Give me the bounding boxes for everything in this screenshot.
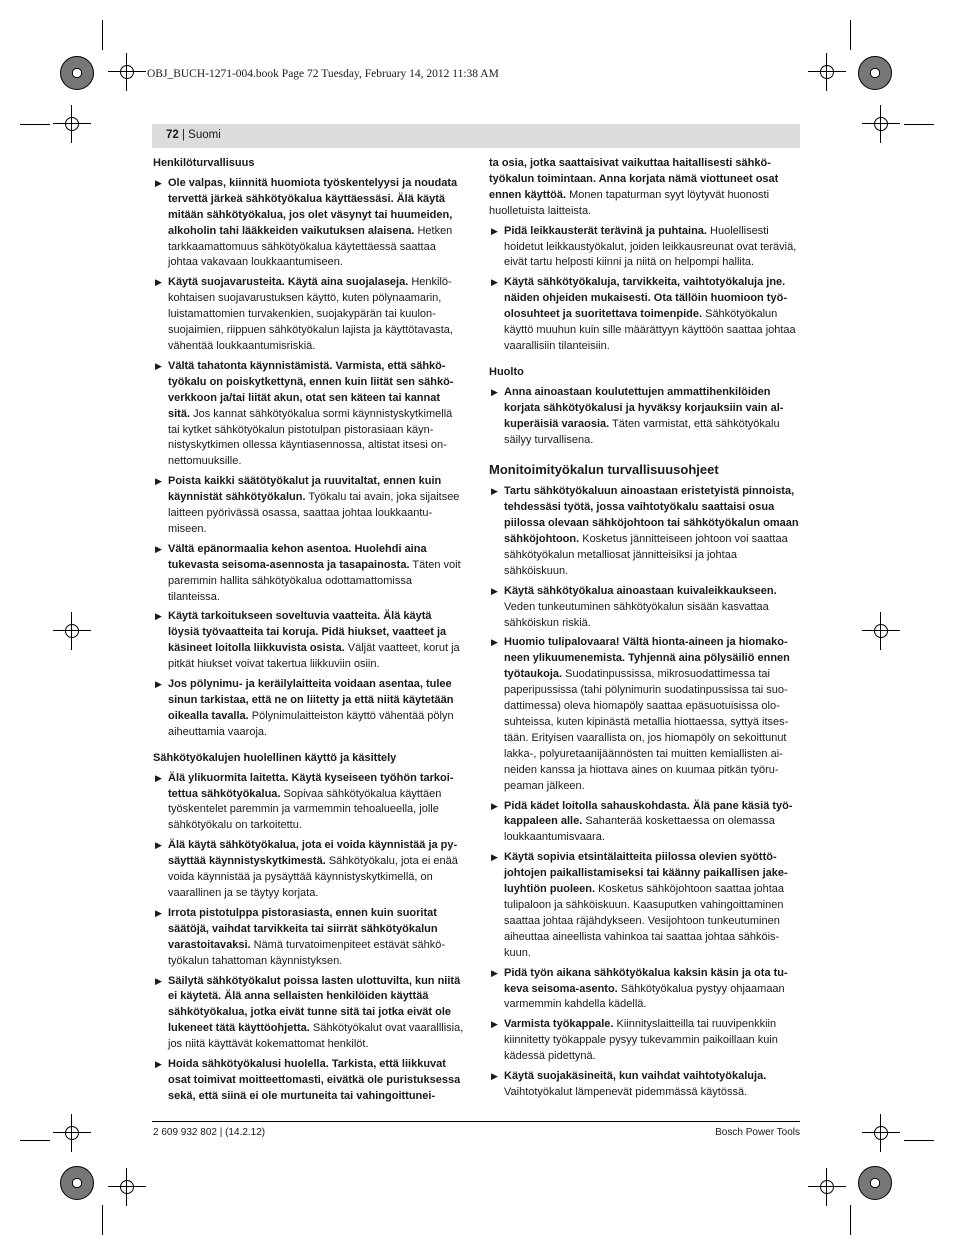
crop-line (904, 124, 934, 125)
body-text: Sähkötyökalu, jota ei enää voida käynnistää ja pysäyttää käynnistyskytkimellä, on vaarallinen ja se täytyy korjata. (168, 855, 458, 899)
section-heading: Huolto (489, 365, 524, 378)
bold-text: Käytä sopivia etsintälaitteita piilossa olevien syöttöjohtojen paikallistamiseksi tai käänny paikallisen jakeluyhtiön puoleen. (504, 851, 788, 896)
crop-line (102, 20, 103, 50)
bullet-arrow-icon: ▶ (155, 543, 162, 554)
crosshair-mark (870, 113, 892, 135)
safety-list (489, 224, 801, 355)
crop-line (20, 1140, 50, 1141)
page-number: 72 (166, 129, 179, 141)
continued-paragraph (489, 156, 801, 220)
body-text: Työkalu tai avain, joka sijaitsee laitteen pyörivässä osassa, saattaa johtaa loukkaantumiseen. (168, 491, 460, 535)
body-text: Monen tapaturman syyt löytyvät huonosti huolletuista laitteista. (489, 188, 770, 217)
bullet-arrow-icon: ▶ (155, 277, 162, 288)
bullet-arrow-icon: ▶ (155, 476, 162, 487)
bold-text: Poista kaikki säätötyökalut ja ruuvitaltat, ennen kuin käynnistät sähkötyökalun. (168, 475, 442, 504)
body-text: Henkilökohtaisen suojavarustuksen käyttö, kuten pölynaamarin, luistamattomien turvakenkien, suojakypärän tai kuulonsuojaimien, riippuen sähkötyökalun lajista ja käyttötavasta, vähentää loukkaantumisriskiä. (168, 276, 453, 352)
list-item (153, 677, 465, 741)
bold-text: Huomio tulipalovaara! Vältä hionta-aineen ja hiomakoneen ylikuumenemista. Tyhjennä aina pölysäiliö ennen työtaukoja. (504, 636, 790, 681)
bold-text: Varmista työkappale. (504, 1018, 614, 1031)
print-meta-line: OBJ_BUCH-1271-004.book Page 72 Tuesday, February 14, 2012 11:38 AM (147, 68, 499, 80)
body-text: Sopivaa sähkötyökalua käyttäen työskentelet paremmin ja varmemmin tehoalueella, jolle sähkötyökalu on tarkoitettu. (168, 787, 442, 832)
page-header (166, 129, 221, 141)
body-text: Suodatinpussissa, mikrosuodattimessa tai paperipussissa (tahi pölynimurin suodatinpussissa tai suodattimessa) oleva hiomapöly saattaa epäsuotuisissa olosuhteissa, kuten kipinästä metallia hiottaessa, syttyä itsestään. Erityisen vaarallista on, jos hiomapöly on sekoittunut lakka-, polyuretaanijäännösten tai muitten kemiallisten aineiden kanssa ja hiottava aines on kuumaa pitkän työrupeaman jälkeen. (504, 668, 789, 792)
crosshair-mark (116, 61, 138, 83)
body-text: Kiinnityslaitteilla tai ruuvipenkkiin kiinnitetty työkappale pysyy tukevammin paikoillaan kuin kädessä pidettynä. (504, 1018, 778, 1063)
crop-line (850, 1205, 851, 1235)
list-item (489, 385, 801, 449)
crop-line (20, 124, 50, 125)
body-text: Sähkötyökalun käyttö muuhun kuin sille määrättyyn käyttöön saattaa johtaa vaarallisiin tilanteisiin. (504, 308, 796, 352)
crosshair-mark (61, 113, 83, 135)
list-item (153, 906, 465, 970)
body-text: Sahanterää koskettaessa on olemassa loukkaantumisvaara. (504, 815, 775, 844)
list-item (153, 609, 465, 673)
bold-text: Pidä kädet loitolla sahauskohdasta. Älä pane käsiä työkappaleen alle. (504, 799, 793, 828)
bold-text: Irrota pistotulppa pistorasiasta, ennen kuin suoritat säätöjä, vaihdat tarvikkeita tai siirrät sähkötyökalun varastoitavaksi. (168, 906, 438, 951)
bold-text: Käytä suojakäsineitä, kun vaihdat vaihtotyökaluja. (504, 1070, 767, 1083)
list-item (153, 1057, 465, 1105)
bold-text: Tartu sähkötyökaluun ainoastaan eristetyistä pinnoista, tehdessäsi työtä, jossa vaihtotyökalu saattaisi osua piilossa olevaan sähköjohtoon tai sähkötyökalun omaan sähköjohtoon. (504, 485, 799, 546)
body-text: Kosketus jännitteiseen johtoon voi saattaa sähkötyökalun metalliosat jännitteisiksi ja johtaa sähköiskuun. (504, 533, 788, 577)
bold-text: Käytä tarkoitukseen soveltuvia vaatteita. Älä käytä löysiä työvaatteita tai koruja. Pidä hiukset, vaatteet ja käsineet loitolla liikkuvista osista. (168, 610, 447, 655)
body-text: Sähkötyökalut ovat vaaralllisia, jos niitä käyttävät kokemattomat henkilöt. (168, 1022, 464, 1051)
body-text: Jos kannat sähkötyökalua sormi käynnistyskytkimellä tai kytket sähkötyökalun pistotulpan pistorasiaan käynnistyskytkimen ollessa käyntiasennossa, altistat itsesi onnettomuuksille. (168, 407, 453, 468)
bullet-arrow-icon: ▶ (155, 1059, 162, 1070)
bold-text: ta osia, jotka saattaisivat vaikuttaa haitallisesti sähkötyökalun toimintaan. Anna korjata nämä viottuneet osat ennen käyttöä. (489, 157, 779, 201)
list-item (489, 275, 801, 355)
body-text: Hetken tarkkaamattomuus sähkötyökalua käytettäessä saattaa johtaa vakavaan loukkaantumiseen. (168, 224, 453, 269)
page-header-band (152, 124, 800, 148)
body-text: Kosketus sähköjohtoon saattaa johtaa tulipaloon ja sähköiskuun. Kaasuputken vahingoittaminen saattaa johtaa räjähdykseen. Vesijohtoon tunkeutuminen aiheuttaa aineellista vahinkoa tai saattaa johtaa sähköiskuun. (504, 883, 785, 959)
list-item (153, 974, 465, 1054)
list-item (153, 474, 465, 538)
body-text: Väljät vaatteet, korut ja pitkät hiukset voivat takertua liikkuviin osiin. (168, 642, 460, 671)
safety-list (153, 176, 465, 741)
bullet-arrow-icon: ▶ (491, 800, 498, 811)
crosshair-mark (116, 1176, 138, 1198)
section-heading: Sähkötyökalujen huolellinen käyttö ja käsittely (153, 751, 397, 764)
registration-target-bottom-right (858, 1166, 892, 1200)
list-item (489, 224, 801, 272)
list-item (489, 1069, 801, 1101)
bullet-arrow-icon: ▶ (155, 679, 162, 690)
footer-rule (152, 1121, 800, 1122)
bold-text: Käytä sähkötyökaluja, tarvikkeita, vaihtotyökaluja jne. näiden ohjeiden mukaisesti. Ota tällöin huomioon työolosuhteet ja suoritettava toimenpide. (504, 276, 787, 321)
crosshair-mark (816, 1176, 838, 1198)
bold-text: Vältä epänormaalia kehon asentoa. Huolehdi aina tukevasta seisoma-asennosta ja tasapainosta. (168, 542, 427, 571)
registration-target-bottom-left (60, 1166, 94, 1200)
bullet-arrow-icon: ▶ (491, 967, 498, 978)
right-column (489, 156, 801, 1105)
bullet-arrow-icon: ▶ (155, 611, 162, 622)
bold-text: Vältä tahatonta käynnistämistä. Varmista, että sähkötyökalu on poiskytkettynä, ennen kuin liität sen sähköverkkoon ja/tai liität akun, otat sen käteen tai kannat sitä. (168, 359, 454, 420)
safety-list (489, 385, 801, 449)
bold-text: Älä käytä sähkötyökalua, jota ei voida käynnistää ja pysäyttää käynnistyskytkimestä. (168, 839, 458, 868)
bullet-arrow-icon: ▶ (491, 386, 498, 397)
bullet-arrow-icon: ▶ (491, 637, 498, 648)
bold-text: Ole valpas, kiinnitä huomiota työskentelyysi ja noudata tervettä järkeä sähkötyökalua käyttäessäsi. Älä käytä mitään sähkötyökalua, jos olet väsynyt tai huumeiden, alkoholin tahi lääkkeiden vaikutuksen alaisena. (168, 176, 458, 237)
list-item (489, 966, 801, 1014)
bullet-arrow-icon: ▶ (155, 177, 162, 188)
body-text: Huolellisesti hoidetut leikkaustyökalut, joiden leikkausreunat ovat teräviä, eivät tartu helposti kiinni ja niitä on helpompi hallita. (504, 224, 797, 269)
bullet-arrow-icon: ▶ (491, 852, 498, 863)
body-text: Nämä turvatoimenpiteet estävät sähkötyökalun tahattoman käynnistyksen. (168, 938, 445, 967)
list-item (489, 584, 801, 632)
bullet-arrow-icon: ▶ (491, 1019, 498, 1030)
body-text: Sähkötyökalua pystyy ohjaamaan varmemmin kahdella kädellä. (504, 982, 785, 1011)
bullet-arrow-icon: ▶ (491, 1071, 498, 1082)
bullet-arrow-icon: ▶ (155, 907, 162, 918)
footer-brand: Bosch Power Tools (715, 1127, 800, 1138)
bold-text: Käytä suojavarusteita. Käytä aina suojalaseja. (168, 276, 409, 289)
body-text: Pölynimulaitteiston käyttö vähentää pölyn aiheuttamia vaaroja. (168, 709, 454, 738)
list-item (489, 484, 801, 579)
safety-list (153, 771, 465, 1105)
list-item (153, 771, 465, 835)
list-item (153, 275, 465, 355)
list-item (489, 635, 801, 794)
bold-text: Käytä sähkötyökalua ainoastaan kuivaleikkaukseen. (504, 584, 777, 597)
crop-line (850, 20, 851, 50)
crop-line (102, 1205, 103, 1235)
bullet-arrow-icon: ▶ (155, 840, 162, 851)
crosshair-mark (61, 620, 83, 642)
list-item (153, 176, 465, 271)
list-item (489, 850, 801, 961)
bold-text: Pidä leikkausterät terävinä ja puhtaina. (504, 224, 707, 237)
list-item (153, 359, 465, 470)
bold-text: Pidä työn aikana sähkötyökalua kaksin käsin ja ota tukeva seisoma-asento. (504, 966, 788, 995)
list-item (489, 1017, 801, 1065)
section-heading: Monitoimityökalun turvallisuusohjeet (489, 462, 719, 478)
crosshair-mark (61, 1122, 83, 1144)
body-text: Täten voit paremmin hallita sähkötyökalua odottamattomissa tilanteissa. (168, 558, 461, 603)
bold-text: Jos pölynimu- ja keräilylaitteita voidaan asentaa, tulee sinun tarkistaa, että ne on liitetty ja että niitä käytetään oikealla tavalla. (168, 678, 454, 722)
bullet-arrow-icon: ▶ (491, 277, 498, 288)
crop-line (904, 1140, 934, 1141)
body-text: Täten varmistat, että sähkötyökalu säilyy turvallisena. (504, 417, 780, 446)
body-text: Veden tunkeutuminen sähkötyökalun sisään kasvattaa sähköiskun riskiä. (504, 600, 769, 629)
crosshair-mark (870, 1122, 892, 1144)
bullet-arrow-icon: ▶ (491, 585, 498, 596)
section-name: | Suomi (178, 129, 221, 141)
bullet-arrow-icon: ▶ (491, 486, 498, 497)
crosshair-mark (816, 61, 838, 83)
left-column (153, 156, 465, 1109)
bullet-arrow-icon: ▶ (155, 975, 162, 986)
bold-text: Älä ylikuormita laitetta. Käytä kyseiseen työhön tarkoitettua sähkötyökalua. (168, 771, 454, 800)
registration-target-top-left (60, 56, 94, 90)
list-item (153, 838, 465, 902)
bold-text: Säilytä sähkötyökalut poissa lasten ulottuvilta, kun niitä ei käytetä. Älä anna sellaisten henkilöiden käyttää sähkötyökalua, jotka eivät tunne sitä tai jotka eivät ole lukeneet tätä käyttöohjetta. (168, 974, 461, 1035)
list-item (153, 542, 465, 606)
body-text: Vaihtotyökalut lämpenevät pidemmässä käytössä. (504, 1085, 748, 1098)
list-item (489, 799, 801, 847)
registration-target-top-right (858, 56, 892, 90)
bullet-arrow-icon: ▶ (155, 772, 162, 783)
bold-text: Anna ainoastaan koulutettujen ammattihenkilöiden korjata sähkötyökalusi ja hyväksy korjauksiin vain alkuperäisiä varaosia. (504, 385, 784, 430)
bullet-arrow-icon: ▶ (491, 225, 498, 236)
footer-doc-number: 2 609 932 802 | (14.2.12) (153, 1127, 266, 1138)
safety-list (489, 484, 801, 1101)
bullet-arrow-icon: ▶ (155, 360, 162, 371)
crosshair-mark (870, 620, 892, 642)
section-heading: Henkilöturvallisuus (153, 157, 255, 169)
bold-text: Hoida sähkötyökalusi huolella. Tarkista, että liikkuvat osat toimivat moitteettomasti, eivätkä ole puristuksessa sekä, että siinä ei ole murtuneita tai vahingoittunei- (168, 1058, 461, 1102)
